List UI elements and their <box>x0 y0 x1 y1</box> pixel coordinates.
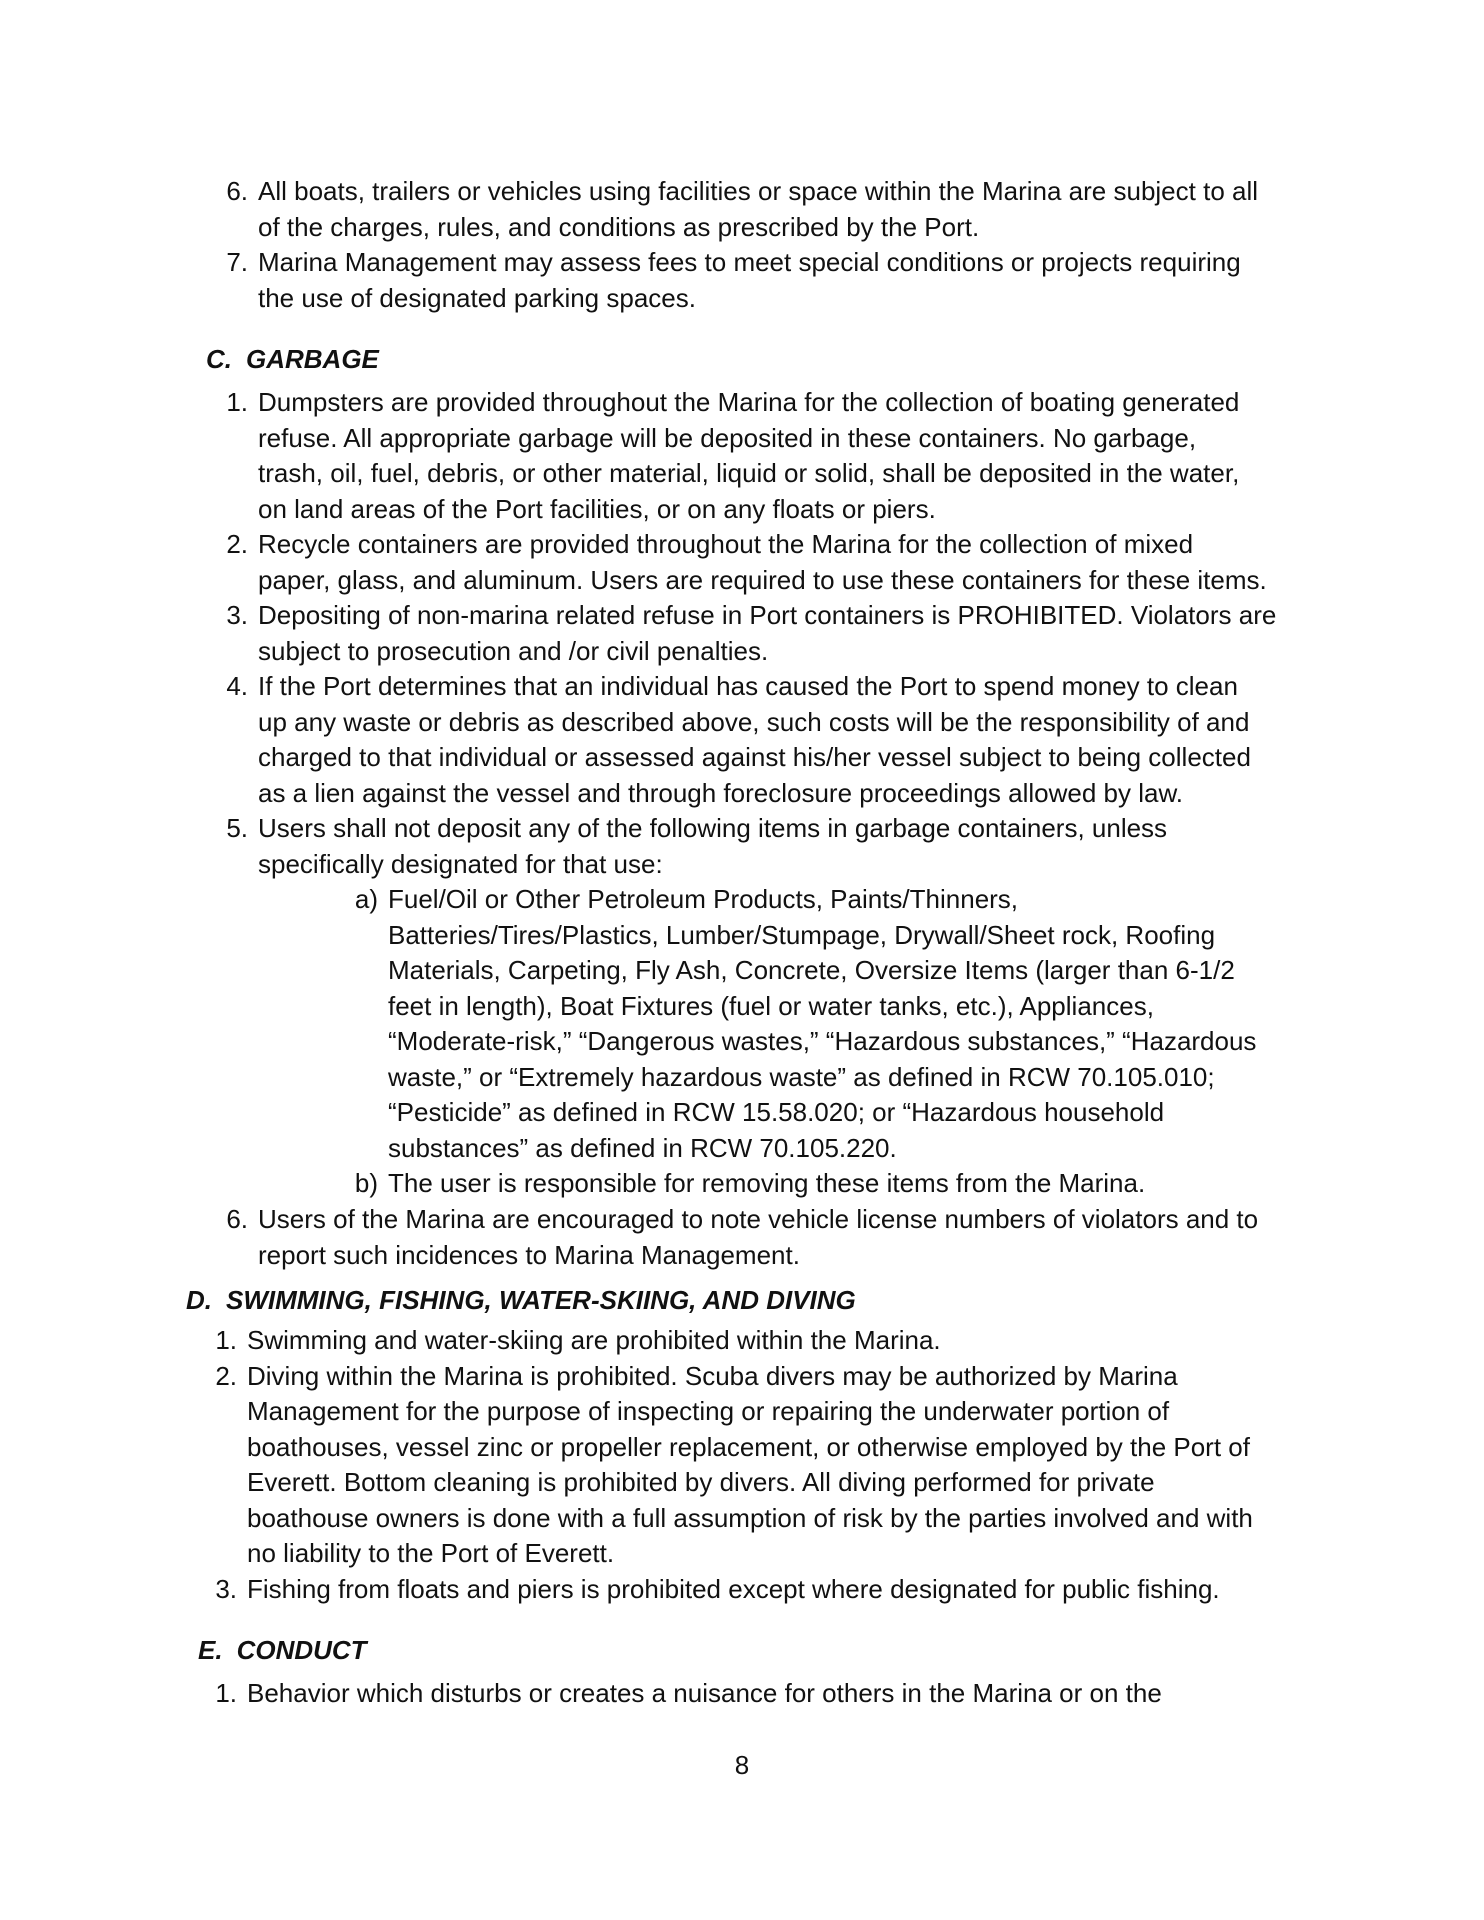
section-letter: D. <box>186 1285 212 1315</box>
section-title: SWIMMING, FISHING, WATER-SKIING, AND DIVING <box>226 1285 856 1315</box>
section-e-heading <box>198 1633 367 1669</box>
list-item <box>226 669 1276 811</box>
list-number: 6. <box>226 1204 248 1234</box>
sublist-item-text: The user is responsible for removing these items from the Marina. <box>388 1168 1146 1198</box>
list-item-text: Diving within the Marina is prohibited. Scuba divers may be authorized by Marina Management for the purpose of inspecting or repairing the underwater portion of boathouses, vessel zinc or propeller replacement, or otherwise employed by the Port of Everett. Bottom cleaning is prohibited by divers. All diving performed for private boathouse owners is done with a full assumption of risk by the parties involved and with no liability to the Port of Everett. <box>247 1360 1253 1568</box>
list-item <box>226 174 1259 245</box>
section-letter: E. <box>198 1635 223 1665</box>
list-item-text: If the Port determines that an individual has caused the Port to spend money to clean up any waste or debris as described above, such costs will be the responsibility of and charged to that individual or assessed against his/her vessel subject to being collected as a lien against the vessel and through foreclosure proceedings allowed by law. <box>258 671 1251 808</box>
section-c-list <box>226 385 1277 882</box>
list-item-text: Dumpsters are provided throughout the Marina for the collection of boating generated refuse. All appropriate garbage will be deposited in these containers. No garbage, trash, oil, fuel, debris, or other material, liquid or solid, shall be deposited in the water, on land areas of the Port facilities, or on any floats or piers. <box>258 387 1240 524</box>
section-b-list <box>226 174 1259 316</box>
section-title: GARBAGE <box>246 344 379 374</box>
list-item-text: Fishing from floats and piers is prohibited except where designated for public fishing. <box>247 1573 1220 1604</box>
list-number: 1. <box>226 387 248 417</box>
page-number: 8 <box>734 1750 750 1780</box>
section-c-list-continued <box>226 1202 1259 1273</box>
list-item <box>226 598 1277 669</box>
list-number: 7. <box>226 247 248 277</box>
list-item-text: Behavior which disturbs or creates a nuisance for others in the Marina or on the <box>247 1678 1162 1708</box>
sublist-item <box>354 882 1257 1166</box>
sublist-item <box>354 1166 1256 1202</box>
list-item-text: Recycle containers are provided throughout the Marina for the collection of mixed paper, glass, and aluminum. Users are required to use these containers for these items. <box>258 529 1267 595</box>
list-item-text: Marina Management may assess fees to meet special conditions or projects requiring the use of designated parking spaces. <box>258 247 1241 313</box>
list-item <box>226 245 1258 316</box>
list-item-text: Swimming and water-skiing are prohibited within the Marina. <box>247 1325 941 1355</box>
list-item <box>215 1359 1253 1572</box>
list-number: 1. <box>215 1325 237 1355</box>
list-number: 5. <box>226 813 248 843</box>
section-e-list <box>215 1676 1162 1712</box>
list-number: 6. <box>226 176 248 206</box>
list-number: 1. <box>215 1678 237 1708</box>
list-number: 4. <box>226 671 248 701</box>
list-number: 3. <box>215 1573 237 1604</box>
list-item <box>226 385 1276 527</box>
section-d-heading <box>186 1283 856 1319</box>
sublist-marker: b) <box>354 1168 378 1198</box>
list-number: 2. <box>226 529 248 559</box>
section-letter: C. <box>206 344 232 374</box>
list-item <box>215 1323 1253 1359</box>
list-item <box>215 1676 1162 1712</box>
list-number: 2. <box>215 1360 237 1391</box>
section-c-sublist <box>354 882 1257 1202</box>
list-number: 3. <box>226 600 248 630</box>
section-d-list <box>215 1323 1253 1607</box>
list-item-text: All boats, trailers or vehicles using facilities or space within the Marina are subject to all of the charges, rules, and conditions as prescribed by the Port. <box>258 176 1259 242</box>
section-title: CONDUCT <box>236 1635 367 1665</box>
list-item-text: Users shall not deposit any of the following items in garbage containers, unless specifically designated for that use: <box>258 813 1168 879</box>
sublist-item-text: Fuel/Oil or Other Petroleum Products, Paints/Thinners, Batteries/Tires/Plastics, Lumber/Stumpage, Drywall/Sheet rock, Roofing Materials, Carpeting, Fly Ash, Concrete, Oversize Items (larger than 6-1/2 feet in length), Boat Fixtures (fuel or water tanks, etc.), Appliances, “Moderate-risk,” “Dangerous wastes,” “Hazardous substances,” “Hazardous waste,” or “Extremely hazardous waste” as defined in RCW 70.105.010; “Pesticide” as defined in RCW 15.58.020; or “Hazardous household substances” as defined in RCW 70.105.220. <box>388 884 1257 1163</box>
list-item <box>226 527 1276 598</box>
list-item <box>226 811 1276 882</box>
list-item-text: Depositing of non-marina related refuse in Port containers is PROHIBITED. Violators are subject to prosecution and /or civil penalties. <box>258 600 1277 666</box>
list-item-text: Users of the Marina are encouraged to note vehicle license numbers of violators and to report such incidences to Marina Management. <box>258 1204 1259 1270</box>
sublist-marker: a) <box>354 884 378 914</box>
list-item <box>215 1572 1253 1608</box>
list-item <box>226 1202 1259 1273</box>
section-c-heading <box>206 342 379 378</box>
